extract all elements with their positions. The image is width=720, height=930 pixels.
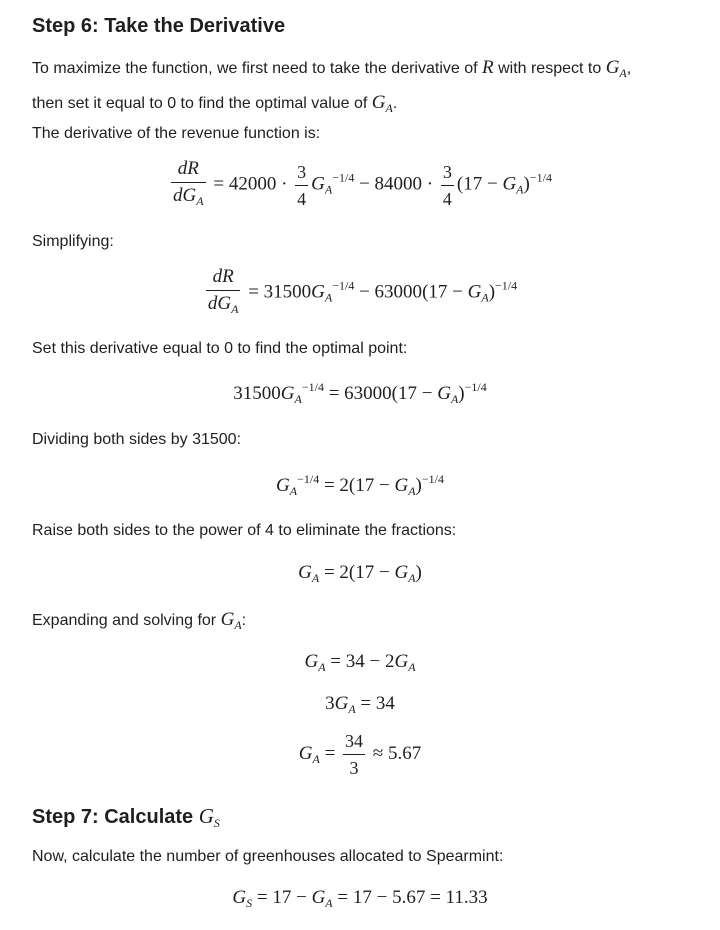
equation-solution-ga: $G_A$ = $\frac{34}{3}$ ≈ 5.67 — [298, 731, 422, 778]
simplifying-label: Simplifying: — [32, 233, 114, 250]
step7-heading: Step 7: Calculate $G_S$ — [32, 804, 220, 830]
raise-label: Raise both sides to the power of 4 to eliminate the fractions: — [32, 522, 457, 539]
equation-divided: $G_A^{-1/4} = 2(17 - G_A)^{-1/4}$ — [276, 472, 444, 498]
derivative-label: The derivative of the revenue function is: — [32, 125, 321, 142]
step6-intro: To maximize the function, we first need to take the derivative of R with respect to $G_A$, then set it equal to 0 to find the optimal value of $G_A$. — [32, 57, 632, 115]
step7-intro: Now, calculate the number of greenhouses allocated to Spearmint: — [32, 848, 504, 865]
equation-raised: $G_A = 2(17 - G_A)$ — [298, 562, 422, 585]
step6-heading: Step 6: Take the Derivative — [32, 15, 286, 37]
equation-set-zero: $31500G_A^{-1/4} = 63000(17 - G_A)^{-1/4}$ — [233, 380, 487, 406]
dividing-label: Dividing both sides by 31500: — [32, 431, 242, 448]
set-zero-label: Set this derivative equal to 0 to find the optimal point: — [32, 340, 408, 357]
equation-expanded: $G_A = 34 - 2G_A$ — [304, 651, 416, 674]
equation-simplified: $\frac{dR}{dG_A}$ = $31500G_A^{-1/4} - 63000(17 - G_A)^{-1/4}$ — [207, 266, 518, 316]
equation-collected: $3G_A = 34$ — [325, 693, 395, 716]
equation-derivative: $\frac{dR}{dG_A}$ = 42000 · $\frac{3}{4}$ $G_A^{-1/4} - 84000$ · $\frac{3}{4}$ $(17 - G_A)^{-1/4}$ — [173, 158, 552, 209]
equation-solution-gs: $G_S = 17 - G_A = 17 - 5.67 = 11.33$ — [232, 887, 488, 910]
expanding-label: Expanding and solving for $G_A$: — [32, 609, 247, 632]
